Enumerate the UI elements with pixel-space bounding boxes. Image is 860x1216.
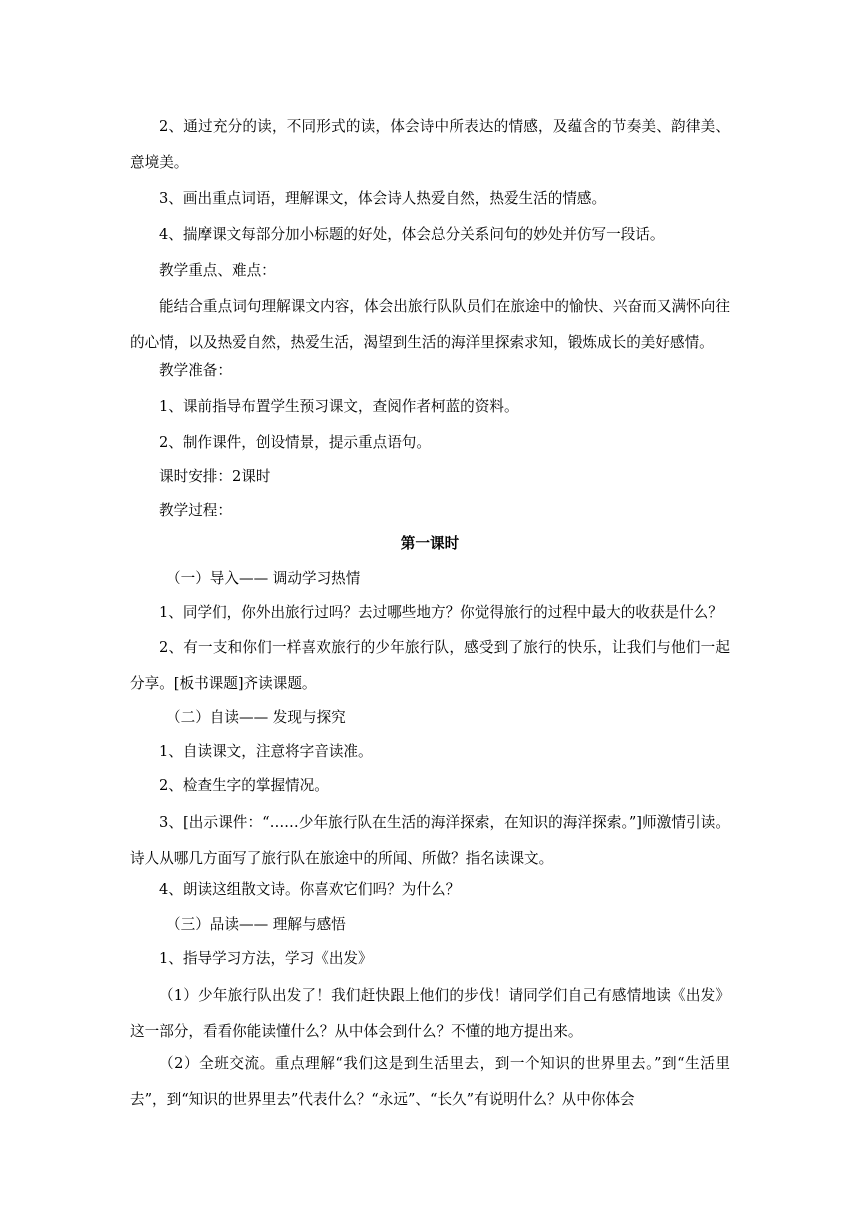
objective-2: 2、通过充分的读，不同形式的读，体会诗中所表达的情感，及蕴含的节奏美、韵律美、意境美。 (130, 118, 730, 171)
section-3-heading: （三）品读—— 理解与感悟 (166, 916, 346, 933)
preparation-item-1: 1、课前指导布置学生预习课文，查阅作者柯蓝的资料。 (159, 398, 519, 415)
section-3-item-1: 1、指导学习方法，学习《出发》 (159, 950, 373, 967)
section-3-sub-1: （1）少年旅行队出发了！我们赶快跟上他们的步伐！请同学们自己有感情地读《出发》这一部分，看看你能读懂什么？从中体会到什么？不懂的地方提出来。 (130, 987, 730, 1040)
section-2-heading: （二）自读—— 发现与探究 (166, 709, 346, 726)
section-1-item-1: 1、同学们，你外出旅行过吗？去过哪些地方？你觉得旅行的过程中最大的收获是什么？ (159, 604, 723, 621)
preparation-item-2: 2、制作课件，创设情景，提示重点语句。 (159, 434, 431, 451)
section-1-heading: （一）导入—— 调动学习热情 (166, 570, 361, 587)
lesson-1-title: 第一课时 (400, 535, 460, 552)
objective-4: 4、揣摩课文每部分加小标题的好处，体会总分关系问句的妙处并仿写一段话。 (159, 226, 665, 243)
key-points-text: 能结合重点词句理解课文内容，体会出旅行队队员们在旅途中的愉快、兴奋而又满怀向往的心情，以及热爱自然，热爱生活，渴望到生活的海洋里探索求知，锻炼成长的美好感情。 (130, 298, 730, 351)
section-2-item-4: 4、朗读这组散文诗。你喜欢它们吗？为什么？ (159, 881, 461, 898)
section-1-item-2: 2、有一支和你们一样喜欢旅行的少年旅行队，感受到了旅行的快乐，让我们与他们一起分享。[板书课题]齐读课题。 (130, 639, 730, 692)
process-heading: 教学过程： (159, 502, 232, 519)
section-2-item-2: 2、检查生字的掌握情况。 (159, 777, 329, 794)
key-points-heading: 教学重点、难点： (159, 262, 276, 279)
section-2-item-3: 3、[出示课件：“……少年旅行队在生活的海洋探索，在知识的海洋探索。”]师激情引读。诗人从哪几方面写了旅行队在旅途中的所闻、所做？指名读课文。 (130, 814, 730, 867)
section-2-item-1: 1、自读课文，注意将字音读准。 (159, 743, 373, 760)
objective-3: 3、画出重点词语，理解课文，体会诗人热爱自然，热爱生活的情感。 (159, 190, 607, 207)
schedule-line: 课时安排：2课时 (159, 468, 271, 485)
section-3-sub-2: （2）全班交流。重点理解“我们这是到生活里去，到一个知识的世界里去。”到“生活里去”，到“知识的世界里去”代表什么？“永远”、“长久”有说明什么？从中你体会 (130, 1055, 730, 1108)
preparation-heading: 教学准备： (159, 362, 232, 379)
